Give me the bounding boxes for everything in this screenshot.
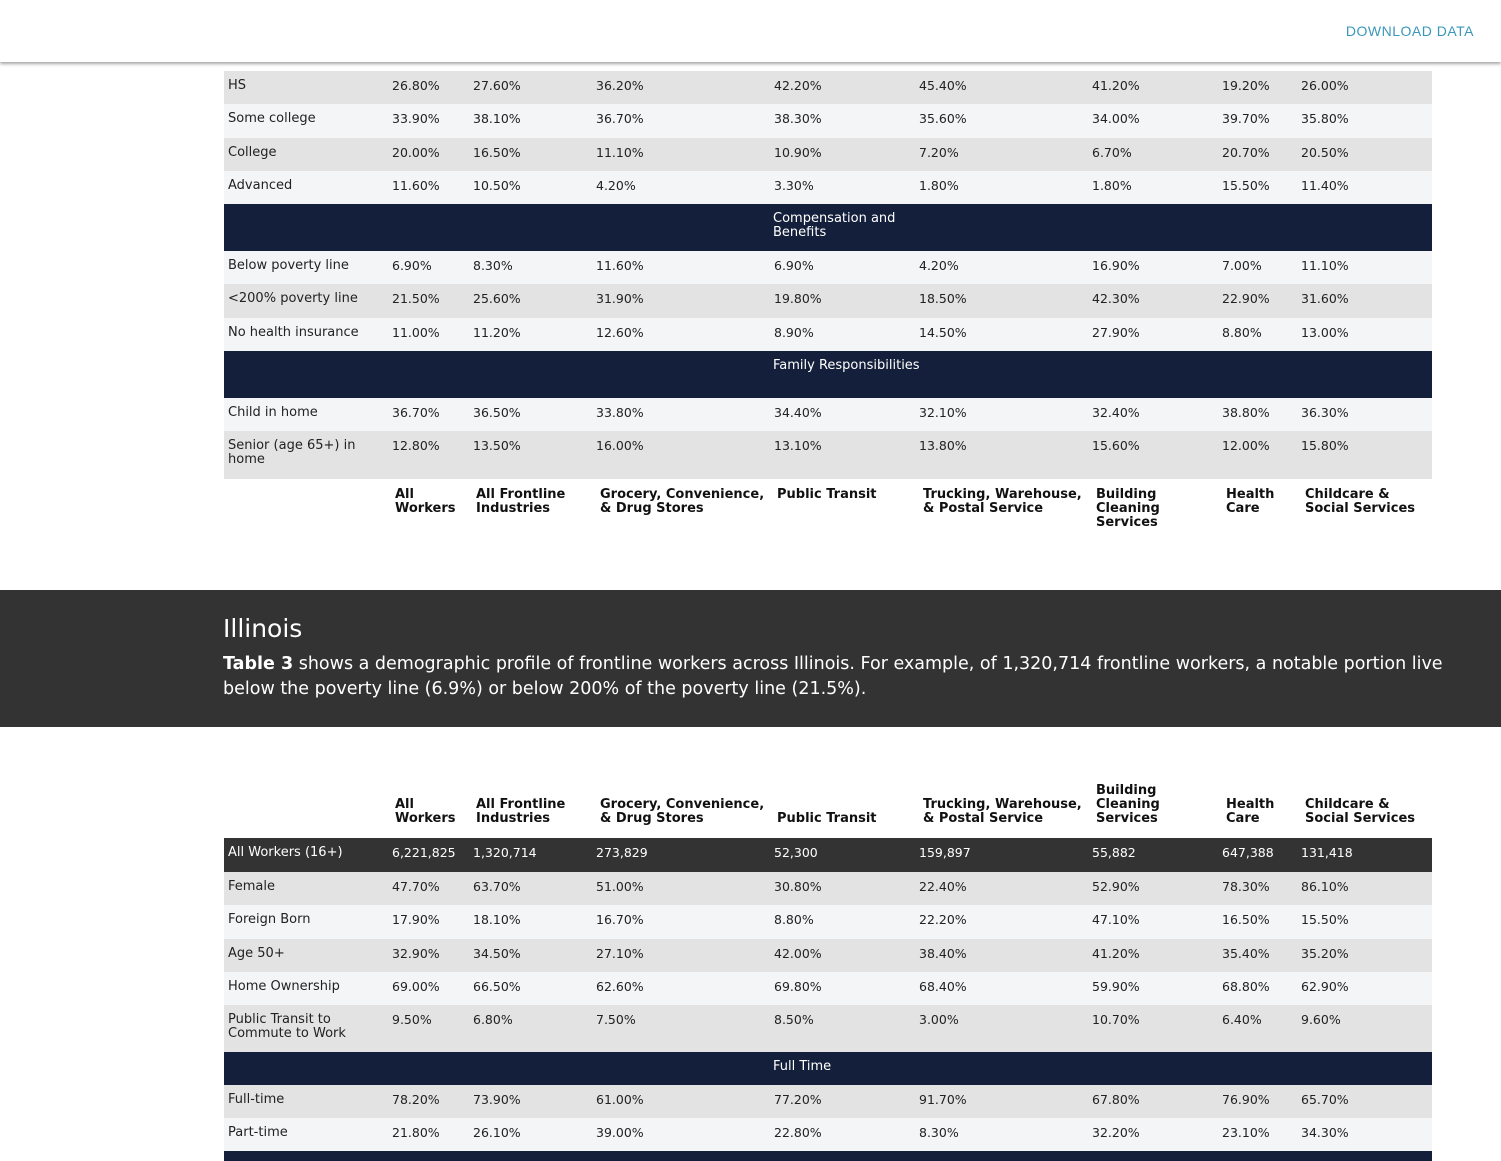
table-cell: 4.20% bbox=[596, 178, 636, 193]
table-cell: 22.40% bbox=[919, 879, 967, 894]
table-cell: 26.10% bbox=[473, 1125, 521, 1140]
table-cell: 15.60% bbox=[1092, 438, 1140, 453]
table-row bbox=[224, 104, 1432, 138]
table-cell: 22.20% bbox=[919, 912, 967, 927]
table-cell: 273,829 bbox=[596, 845, 648, 860]
section-title: Family Responsibilities bbox=[773, 358, 920, 373]
table-cell: 27.60% bbox=[473, 78, 521, 93]
column-header: Trucking, Warehouse, & Postal Service bbox=[923, 487, 1082, 516]
section-header bbox=[224, 351, 1432, 398]
table-cell: 15.50% bbox=[1301, 912, 1349, 927]
table-cell: 20.00% bbox=[392, 145, 440, 160]
row-label: All Workers (16+) bbox=[228, 845, 343, 860]
table-cell: 11.00% bbox=[392, 325, 440, 340]
table-cell: 68.80% bbox=[1222, 979, 1270, 994]
table-cell: 34.50% bbox=[473, 946, 521, 961]
table-cell: 1,320,714 bbox=[473, 845, 537, 860]
table-cell: 9.60% bbox=[1301, 1012, 1341, 1027]
table-cell: 35.60% bbox=[919, 111, 967, 126]
column-header: Health Care bbox=[1226, 797, 1275, 826]
table-cell: 36.70% bbox=[596, 111, 644, 126]
table-row bbox=[224, 284, 1432, 318]
row-label: HS bbox=[228, 78, 247, 93]
table-cell: 13.10% bbox=[774, 438, 822, 453]
table-cell: 33.80% bbox=[596, 405, 644, 420]
table-cell: 18.10% bbox=[473, 912, 521, 927]
table-cell: 36.30% bbox=[1301, 405, 1349, 420]
row-label: <200% poverty line bbox=[228, 291, 358, 306]
column-header: Grocery, Convenience, & Drug Stores bbox=[600, 487, 765, 516]
table-cell: 31.90% bbox=[596, 291, 644, 306]
table-cell: 6.70% bbox=[1092, 145, 1132, 160]
table-cell: 131,418 bbox=[1301, 845, 1353, 860]
table-cell: 31.60% bbox=[1301, 291, 1349, 306]
table-cell: 22.90% bbox=[1222, 291, 1270, 306]
column-headers bbox=[224, 479, 1432, 539]
illinois-section bbox=[0, 590, 1501, 727]
table-row bbox=[224, 318, 1432, 351]
column-header: All Workers bbox=[395, 487, 456, 516]
frontline-table-previous bbox=[224, 71, 1432, 539]
table-cell: 6,221,825 bbox=[392, 845, 456, 860]
table-cell: 8.80% bbox=[774, 912, 814, 927]
table-cell: 27.10% bbox=[596, 946, 644, 961]
row-label: Female bbox=[228, 879, 276, 894]
column-header: Childcare & Social Services bbox=[1305, 487, 1415, 516]
column-header: All Frontline Industries bbox=[476, 487, 566, 516]
table-cell: 27.90% bbox=[1092, 325, 1140, 340]
table-cell: 38.10% bbox=[473, 111, 521, 126]
column-header: Childcare & Social Services bbox=[1305, 797, 1415, 826]
table-cell: 12.00% bbox=[1222, 438, 1270, 453]
table-cell: 13.80% bbox=[919, 438, 967, 453]
section-header-partial bbox=[224, 1151, 1432, 1161]
table-cell: 91.70% bbox=[919, 1092, 967, 1107]
column-header: Building Cleaning Services bbox=[1096, 783, 1160, 826]
table-cell: 34.40% bbox=[774, 405, 822, 420]
table-cell: 15.50% bbox=[1222, 178, 1270, 193]
table-row bbox=[224, 872, 1432, 905]
table-cell: 78.20% bbox=[392, 1092, 440, 1107]
table-cell: 20.70% bbox=[1222, 145, 1270, 160]
table-cell: 12.80% bbox=[392, 438, 440, 453]
table-cell: 11.10% bbox=[1301, 258, 1349, 273]
row-label: Senior (age 65+) in home bbox=[228, 438, 356, 467]
table-cell: 16.70% bbox=[596, 912, 644, 927]
table-cell: 10.90% bbox=[774, 145, 822, 160]
table-cell: 3.30% bbox=[774, 178, 814, 193]
table-cell: 1.80% bbox=[1092, 178, 1132, 193]
table-cell: 3.00% bbox=[919, 1012, 959, 1027]
table-cell: 59.90% bbox=[1092, 979, 1140, 994]
table-cell: 39.00% bbox=[596, 1125, 644, 1140]
table-cell: 45.40% bbox=[919, 78, 967, 93]
table-cell: 42.20% bbox=[774, 78, 822, 93]
table-reference: Table 3 bbox=[223, 654, 294, 674]
table-cell: 33.90% bbox=[392, 111, 440, 126]
table-cell: 35.20% bbox=[1301, 946, 1349, 961]
table-row bbox=[224, 972, 1432, 1005]
table-cell: 16.00% bbox=[596, 438, 644, 453]
table-cell: 17.90% bbox=[392, 912, 440, 927]
table-cell: 34.30% bbox=[1301, 1125, 1349, 1140]
table-cell: 77.20% bbox=[774, 1092, 822, 1107]
table-row bbox=[224, 905, 1432, 939]
column-header: Trucking, Warehouse, & Postal Service bbox=[923, 797, 1082, 826]
table-row bbox=[224, 838, 1432, 872]
row-label: Part-time bbox=[228, 1125, 288, 1140]
section-title: Compensation and Benefits bbox=[773, 211, 896, 240]
table-cell: 86.10% bbox=[1301, 879, 1349, 894]
row-label: Full-time bbox=[228, 1092, 285, 1107]
table-row bbox=[224, 939, 1432, 972]
table-cell: 32.90% bbox=[392, 946, 440, 961]
column-header: All Workers bbox=[395, 797, 456, 826]
table-cell: 7.20% bbox=[919, 145, 959, 160]
column-header: Building Cleaning Services bbox=[1096, 487, 1160, 530]
table-cell: 62.60% bbox=[596, 979, 644, 994]
table-cell: 16.50% bbox=[1222, 912, 1270, 927]
row-label: Below poverty line bbox=[228, 258, 349, 273]
table-cell: 8.80% bbox=[1222, 325, 1262, 340]
table-cell: 8.90% bbox=[774, 325, 814, 340]
table-cell: 35.40% bbox=[1222, 946, 1270, 961]
column-header: Public Transit bbox=[777, 811, 877, 826]
column-header: Health Care bbox=[1226, 487, 1275, 516]
table-row bbox=[224, 171, 1432, 204]
row-label: Public Transit to Commute to Work bbox=[228, 1012, 346, 1041]
table-row bbox=[224, 1085, 1432, 1118]
table-cell: 6.90% bbox=[392, 258, 432, 273]
row-label: Advanced bbox=[228, 178, 293, 193]
table-cell: 36.50% bbox=[473, 405, 521, 420]
table-cell: 12.60% bbox=[596, 325, 644, 340]
table-cell: 42.30% bbox=[1092, 291, 1140, 306]
table-cell: 36.70% bbox=[392, 405, 440, 420]
table-cell: 69.80% bbox=[774, 979, 822, 994]
table-cell: 34.00% bbox=[1092, 111, 1140, 126]
table-cell: 65.70% bbox=[1301, 1092, 1349, 1107]
table-cell: 6.80% bbox=[473, 1012, 513, 1027]
table-cell: 11.60% bbox=[392, 178, 440, 193]
table-cell: 7.50% bbox=[596, 1012, 636, 1027]
table-cell: 16.50% bbox=[473, 145, 521, 160]
state-title: Illinois bbox=[223, 614, 303, 643]
table-cell: 69.00% bbox=[392, 979, 440, 994]
table-cell: 38.40% bbox=[919, 946, 967, 961]
column-headers bbox=[224, 774, 1432, 838]
table-cell: 13.00% bbox=[1301, 325, 1349, 340]
table-cell: 39.70% bbox=[1222, 111, 1270, 126]
column-header: Public Transit bbox=[777, 487, 877, 502]
table-cell: 52,300 bbox=[774, 845, 818, 860]
table-cell: 47.10% bbox=[1092, 912, 1140, 927]
table-cell: 10.70% bbox=[1092, 1012, 1140, 1027]
table-cell: 8.30% bbox=[473, 258, 513, 273]
table-row bbox=[224, 398, 1432, 431]
table-cell: 66.50% bbox=[473, 979, 521, 994]
table-cell: 18.50% bbox=[919, 291, 967, 306]
table-cell: 55,882 bbox=[1092, 845, 1136, 860]
table-row bbox=[224, 138, 1432, 171]
table-cell: 23.10% bbox=[1222, 1125, 1270, 1140]
table-cell: 4.20% bbox=[919, 258, 959, 273]
table-cell: 1.80% bbox=[919, 178, 959, 193]
table-cell: 19.80% bbox=[774, 291, 822, 306]
table-cell: 32.20% bbox=[1092, 1125, 1140, 1140]
table-row bbox=[224, 431, 1432, 479]
table-cell: 41.20% bbox=[1092, 946, 1140, 961]
section-header bbox=[224, 204, 1432, 251]
table-cell: 14.50% bbox=[919, 325, 967, 340]
table-cell: 11.10% bbox=[596, 145, 644, 160]
table-cell: 30.80% bbox=[774, 879, 822, 894]
table-cell: 63.70% bbox=[473, 879, 521, 894]
table-cell: 22.80% bbox=[774, 1125, 822, 1140]
table-cell: 8.30% bbox=[919, 1125, 959, 1140]
table-cell: 8.50% bbox=[774, 1012, 814, 1027]
row-label: College bbox=[228, 145, 277, 160]
table-cell: 41.20% bbox=[1092, 78, 1140, 93]
row-label: Home Ownership bbox=[228, 979, 340, 994]
table-cell: 61.00% bbox=[596, 1092, 644, 1107]
table-cell: 62.90% bbox=[1301, 979, 1349, 994]
table-cell: 159,897 bbox=[919, 845, 971, 860]
description-text: shows a demographic profile of frontline workers across Illinois. For example, of 1,320,714 frontline workers, a notable portion live below the poverty line (6.9%) or below 200% of the poverty line (21.5%). bbox=[223, 654, 1443, 699]
table-row bbox=[224, 251, 1432, 284]
table-cell: 25.60% bbox=[473, 291, 521, 306]
table-row bbox=[224, 1005, 1432, 1052]
table-cell: 73.90% bbox=[473, 1092, 521, 1107]
table-cell: 13.50% bbox=[473, 438, 521, 453]
table-cell: 32.40% bbox=[1092, 405, 1140, 420]
table-cell: 11.20% bbox=[473, 325, 521, 340]
row-label: No health insurance bbox=[228, 325, 359, 340]
table-cell: 68.40% bbox=[919, 979, 967, 994]
table-cell: 67.80% bbox=[1092, 1092, 1140, 1107]
table-cell: 26.80% bbox=[392, 78, 440, 93]
table-cell: 15.80% bbox=[1301, 438, 1349, 453]
section-title: Full Time bbox=[773, 1059, 832, 1074]
row-label: Foreign Born bbox=[228, 912, 311, 927]
table-cell: 52.90% bbox=[1092, 879, 1140, 894]
table-cell: 38.80% bbox=[1222, 405, 1270, 420]
table-cell: 20.50% bbox=[1301, 145, 1349, 160]
table-row bbox=[224, 1118, 1432, 1151]
column-header: Grocery, Convenience, & Drug Stores bbox=[600, 797, 765, 826]
table-cell: 51.00% bbox=[596, 879, 644, 894]
table-cell: 6.90% bbox=[774, 258, 814, 273]
table-cell: 21.50% bbox=[392, 291, 440, 306]
illinois-table-3 bbox=[224, 774, 1432, 1161]
download-data-link[interactable]: DOWNLOAD DATA bbox=[1345, 23, 1474, 39]
table-row bbox=[224, 71, 1432, 104]
table-cell: 11.40% bbox=[1301, 178, 1349, 193]
table-cell: 42.00% bbox=[774, 946, 822, 961]
table-cell: 21.80% bbox=[392, 1125, 440, 1140]
table-cell: 76.90% bbox=[1222, 1092, 1270, 1107]
column-header: All Frontline Industries bbox=[476, 797, 566, 826]
table-cell: 32.10% bbox=[919, 405, 967, 420]
table-cell: 36.20% bbox=[596, 78, 644, 93]
row-label: Age 50+ bbox=[228, 946, 285, 961]
row-label: Child in home bbox=[228, 405, 318, 420]
table-cell: 10.50% bbox=[473, 178, 521, 193]
section-header bbox=[224, 1052, 1432, 1085]
table-cell: 19.20% bbox=[1222, 78, 1270, 93]
table-cell: 38.30% bbox=[774, 111, 822, 126]
row-label: Some college bbox=[228, 111, 316, 126]
table-cell: 7.00% bbox=[1222, 258, 1262, 273]
table-cell: 47.70% bbox=[392, 879, 440, 894]
table-cell: 647,388 bbox=[1222, 845, 1274, 860]
table-cell: 6.40% bbox=[1222, 1012, 1262, 1027]
table-cell: 78.30% bbox=[1222, 879, 1270, 894]
state-description bbox=[223, 652, 1443, 702]
table-cell: 16.90% bbox=[1092, 258, 1140, 273]
table-cell: 9.50% bbox=[392, 1012, 432, 1027]
table-cell: 26.00% bbox=[1301, 78, 1349, 93]
top-bar bbox=[0, 0, 1501, 62]
table-cell: 35.80% bbox=[1301, 111, 1349, 126]
table-cell: 11.60% bbox=[596, 258, 644, 273]
